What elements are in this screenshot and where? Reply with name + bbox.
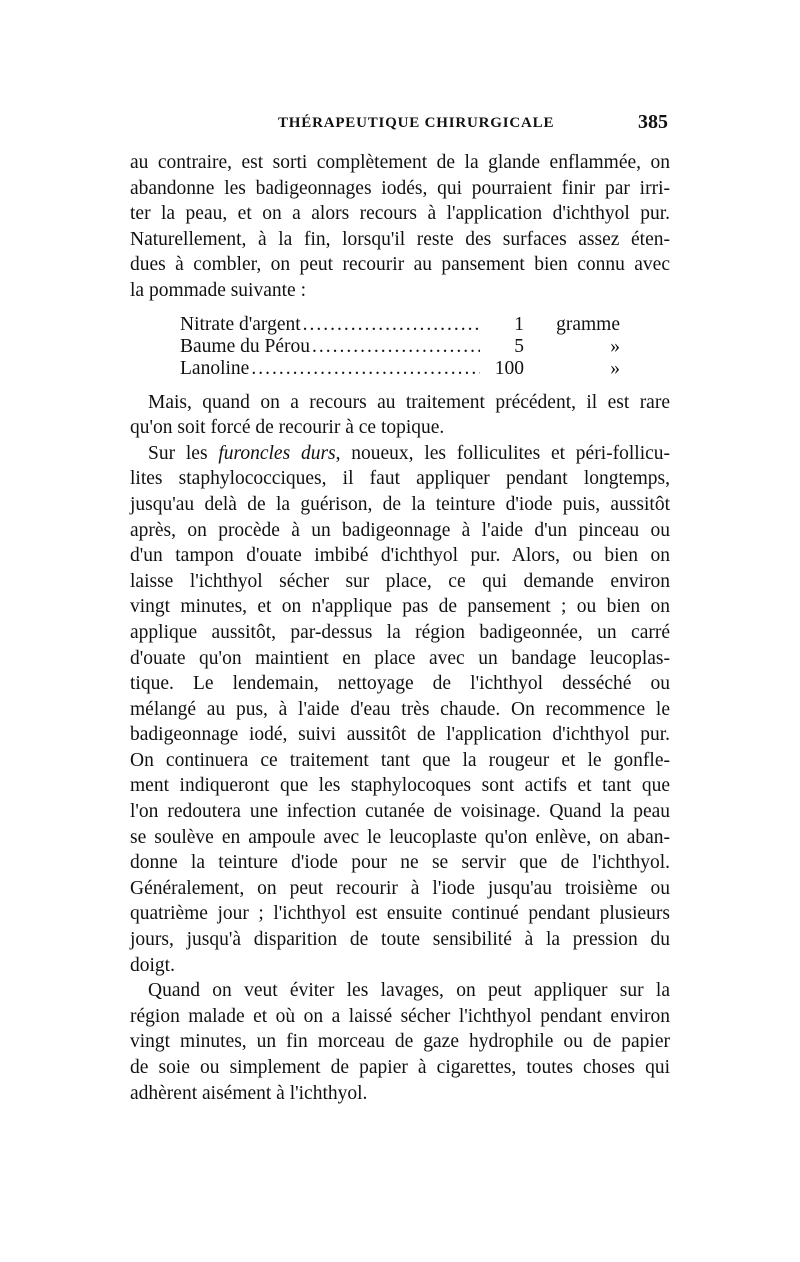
text-line: applique aussitôt, par-dessus la région badigeonnée, un carré — [130, 621, 670, 643]
text-line: badigeonnage iodé, suivi aussitôt de l'application d'ichthyol pur. — [130, 724, 670, 746]
text-line — [130, 441, 670, 467]
text-line: de soie ou simplement de papier à cigarettes, toutes choses qui — [130, 1057, 670, 1078]
prescription-list — [180, 314, 620, 380]
ingredient-name: Nitrate d'argent — [180, 313, 301, 335]
ingredient-quantity: 5 — [514, 335, 524, 357]
text-line: l'on redoutera une infection cutanée de voisinage. Quand la peau — [130, 801, 670, 823]
paragraph — [130, 978, 670, 1106]
page-body — [130, 150, 670, 1106]
prescription-row — [180, 314, 620, 336]
text-line: lites staphylococciques, il faut appliquer pendant longtemps, — [130, 468, 670, 490]
text-line: Naturellement, à la fin, lorsqu'il reste des surfaces assez éten- — [130, 228, 670, 250]
text-line: vingt minutes, un fin morceau de gaze hydrophile ou de papier — [130, 1031, 670, 1053]
dot-leader — [312, 336, 480, 358]
ingredient-unit: » — [610, 335, 620, 357]
paragraph — [130, 441, 670, 978]
text-line: donne la teinture d'iode pour ne se servir que de l'ichthyol. — [130, 852, 670, 874]
text-line: ter la peau, et on a alors recours à l'application d'ichthyol pur. — [130, 203, 670, 225]
ingredient-unit: gramme — [556, 313, 620, 335]
ingredient-unit: » — [610, 357, 620, 379]
ingredient-quantity: 100 — [494, 357, 524, 379]
text-line: région malade et où on a laissé sécher l'ichthyol pendant environ — [130, 1005, 670, 1027]
ingredient-name: Baume du Pérou — [180, 335, 310, 357]
text-line: quatrième jour ; l'ichthyol est ensuite continué pendant plusieurs — [130, 903, 670, 925]
paragraph — [130, 150, 670, 304]
text-line: Généralement, on peut recourir à l'iode jusqu'au troisième ou — [130, 877, 670, 899]
text-line: abandonne les badigeonnages iodés, qui pourraient finir par irri- — [130, 177, 670, 199]
dot-leader — [303, 314, 480, 336]
text-line: laisse l'ichthyol sécher sur place, ce qui demande environ — [130, 570, 670, 592]
text-line: se soulève en ampoule avec le leucoplaste qu'on enlève, on aban- — [130, 826, 670, 848]
text-run: Sur les — [148, 442, 219, 464]
text-line: Quand on veut éviter les lavages, on peut appliquer sur la — [148, 980, 670, 1002]
text-line: Mais, quand on a recours au traitement précédent, il est rare — [148, 391, 670, 413]
ingredient-name: Lanoline — [180, 357, 250, 379]
text-line: d'un tampon d'ouate imbibé d'ichthyol pur. Alors, ou bien on — [130, 545, 670, 567]
text-line: au contraire, est sorti complètement de la glande enflammée, on — [130, 152, 670, 173]
dot-leader — [251, 358, 480, 380]
text-line: ment indiqueront que les staphylocoques sont actifs et tant que — [130, 775, 670, 797]
text-run: , noueux, les folliculites et péri-follicu- — [335, 442, 671, 464]
text-line: vingt minutes, et on n'applique pas de pansement ; ou bien on — [130, 596, 670, 618]
text-line: qu'on soit forcé de recourir à ce topique. — [130, 417, 445, 439]
running-title: THÉRAPEUTIQUE CHIRURGICALE — [278, 115, 555, 131]
text-line: doigt. — [130, 954, 175, 976]
paragraph — [130, 390, 670, 441]
text-line: tique. Le lendemain, nettoyage de l'ichthyol desséché ou — [130, 673, 670, 695]
text-line: jusqu'au delà de la guérison, de la teinture d'iode puis, aussitôt — [130, 493, 670, 515]
prescription-row — [180, 358, 620, 380]
ingredient-quantity: 1 — [514, 313, 524, 335]
text-line: après, on procède à un badigeonnage à l'aide d'un pinceau ou — [130, 519, 670, 541]
text-line: jours, jusqu'à disparition de toute sensibilité à la pression du — [130, 929, 670, 951]
text-line: la pommade suivante : — [130, 279, 306, 301]
text-line: On continuera ce traitement tant que la rougeur et le gonfle- — [130, 749, 670, 771]
text-line: mélangé au pus, à l'aide d'eau très chaude. On recommence le — [130, 698, 670, 720]
text-line: d'ouate qu'on maintient en place avec un bandage leucoplas- — [130, 647, 670, 669]
page-number: 385 — [638, 111, 668, 133]
page-header — [130, 111, 668, 137]
text-line: dues à combler, on peut recourir au pansement bien connu avec — [130, 254, 670, 276]
italic-term: furoncles durs — [218, 442, 336, 464]
text-line: adhèrent aisément à l'ichthyol. — [130, 1082, 368, 1104]
prescription-row — [180, 336, 620, 358]
